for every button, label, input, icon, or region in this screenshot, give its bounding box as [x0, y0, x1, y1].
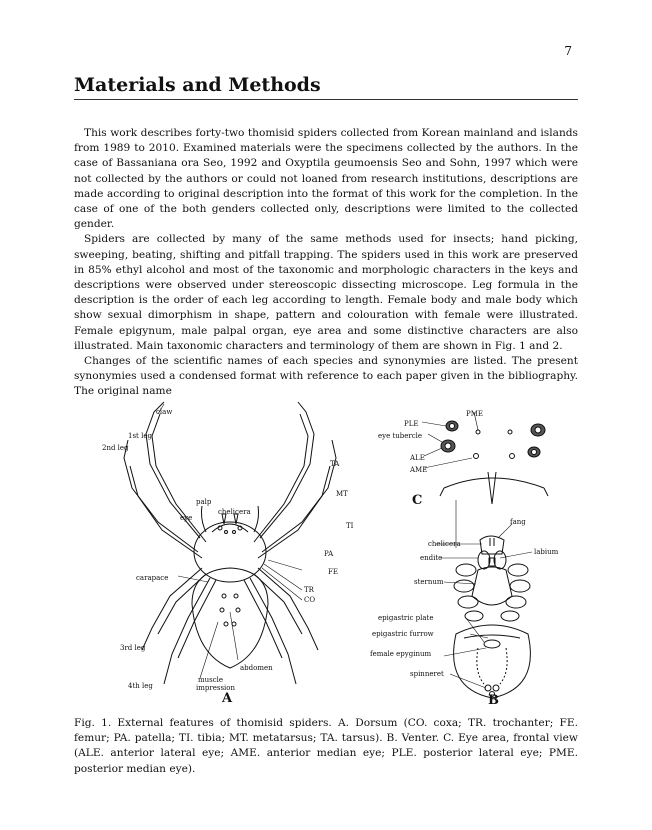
- label-pa: PA: [324, 550, 334, 558]
- label-chelicera-b: chelicera: [428, 540, 461, 548]
- label-tr: TR: [304, 586, 314, 594]
- paragraph-2: Spiders are collected by many of the same methods used for insects; hand picking, sweeping, beating, shifting and pitfall trapping. The spiders used in this work are preserved in 85% ethyl alcohol and most of the taxonomic and morphologic characters in the keys and descriptions were observed under stereoscopic dissecting microscope. Leg formula in the description is the order of each leg according to length. Female body and male body which show sexual dimorphism in shape, pattern and colouration with female were illustrated. Female epigynum, male palpal organ, eye area and some distinctive characters are also illustrated. Main taxonomic characters and terminology of them are shown in Fig. 1 and 2.: [74, 233, 578, 352]
- label-muscle: muscle: [198, 676, 224, 684]
- section-heading: Materials and Methods: [74, 74, 578, 100]
- label-endite: endite: [420, 554, 443, 562]
- label-2nd-leg: 2nd leg: [102, 444, 129, 452]
- label-eye: eye: [180, 514, 193, 522]
- label-4th-leg: 4th leg: [128, 682, 153, 690]
- figure-1: [88, 392, 568, 712]
- abdomen-shape: [192, 568, 268, 668]
- label-ple: PLE: [404, 420, 419, 428]
- page-number: 7: [564, 44, 572, 58]
- figure-caption: Fig. 1. External features of thomisid spiders. A. Dorsum (CO. coxa; TR. trochanter; FE. femur; PA. patella; TI. tibia; MT. metatarsus; TA. tarsus). B. Venter. C. Eye area, frontal view (ALE. anterior lateral eye; AME. anterior median eye; PLE. posterior lateral eye; PME. posterior median eye).: [74, 717, 578, 775]
- label-labium: labium: [534, 548, 559, 556]
- label-spinneret: spinneret: [410, 670, 444, 678]
- label-ale: ALE: [410, 454, 425, 462]
- label-ta: TA: [330, 460, 340, 468]
- label-female-epyginum: female epyginum: [370, 650, 432, 658]
- label-chelicera: chelicera: [218, 508, 251, 516]
- label-pme: PME: [466, 410, 483, 418]
- label-fe: FE: [328, 568, 338, 576]
- label-co: CO: [304, 596, 316, 604]
- label-epigastric-plate: epigastric plate: [378, 614, 434, 622]
- paragraph-1: This work describes forty-two thomisid spiders collected from Korean mainland and islands from 1989 to 2010. Examined materials were the specimens collected by the authors. In the case of Bassaniana ora Seo, 1992 and Oxyptila geumoensis Seo and Sohn, 1997 which were not collected by the authors or could not loaned from research institutions, descriptions are made according to original description into the format of this work for the completion. In the case of one of the both genders collected only, descriptions were limited to the collected gender.: [74, 127, 578, 231]
- carapace-shape: [194, 522, 266, 582]
- label-ame: AME: [410, 466, 428, 474]
- label-3rd-leg: 3rd leg: [120, 644, 146, 652]
- label-1st-leg: 1st leg: [128, 432, 152, 440]
- body-text: [74, 126, 578, 400]
- label-carapace: carapace: [136, 574, 169, 582]
- label-impression: impression: [196, 684, 235, 692]
- label-ti: TI: [346, 522, 354, 530]
- label-fang: fang: [510, 518, 526, 526]
- label-mt: MT: [336, 490, 348, 498]
- panel-label-c: C: [412, 493, 423, 508]
- paragraph-3: Changes of the scientific names of each species and synonymies are listed. The present synonymies used a condensed format with reference to each paper given in the bibliography. The original name: [74, 355, 578, 398]
- panel-label-b: B: [488, 693, 499, 708]
- label-abdomen: abdomen: [240, 664, 273, 672]
- label-claw: claw: [156, 408, 173, 416]
- label-palp: palp: [196, 498, 212, 506]
- label-sternum: sternum: [414, 578, 444, 586]
- figure-illustration: [88, 392, 568, 712]
- label-eye-tubercle: eye tubercle: [378, 432, 423, 440]
- panel-label-a: A: [222, 691, 233, 706]
- label-epigastric-furrow: epigastric furrow: [372, 630, 434, 638]
